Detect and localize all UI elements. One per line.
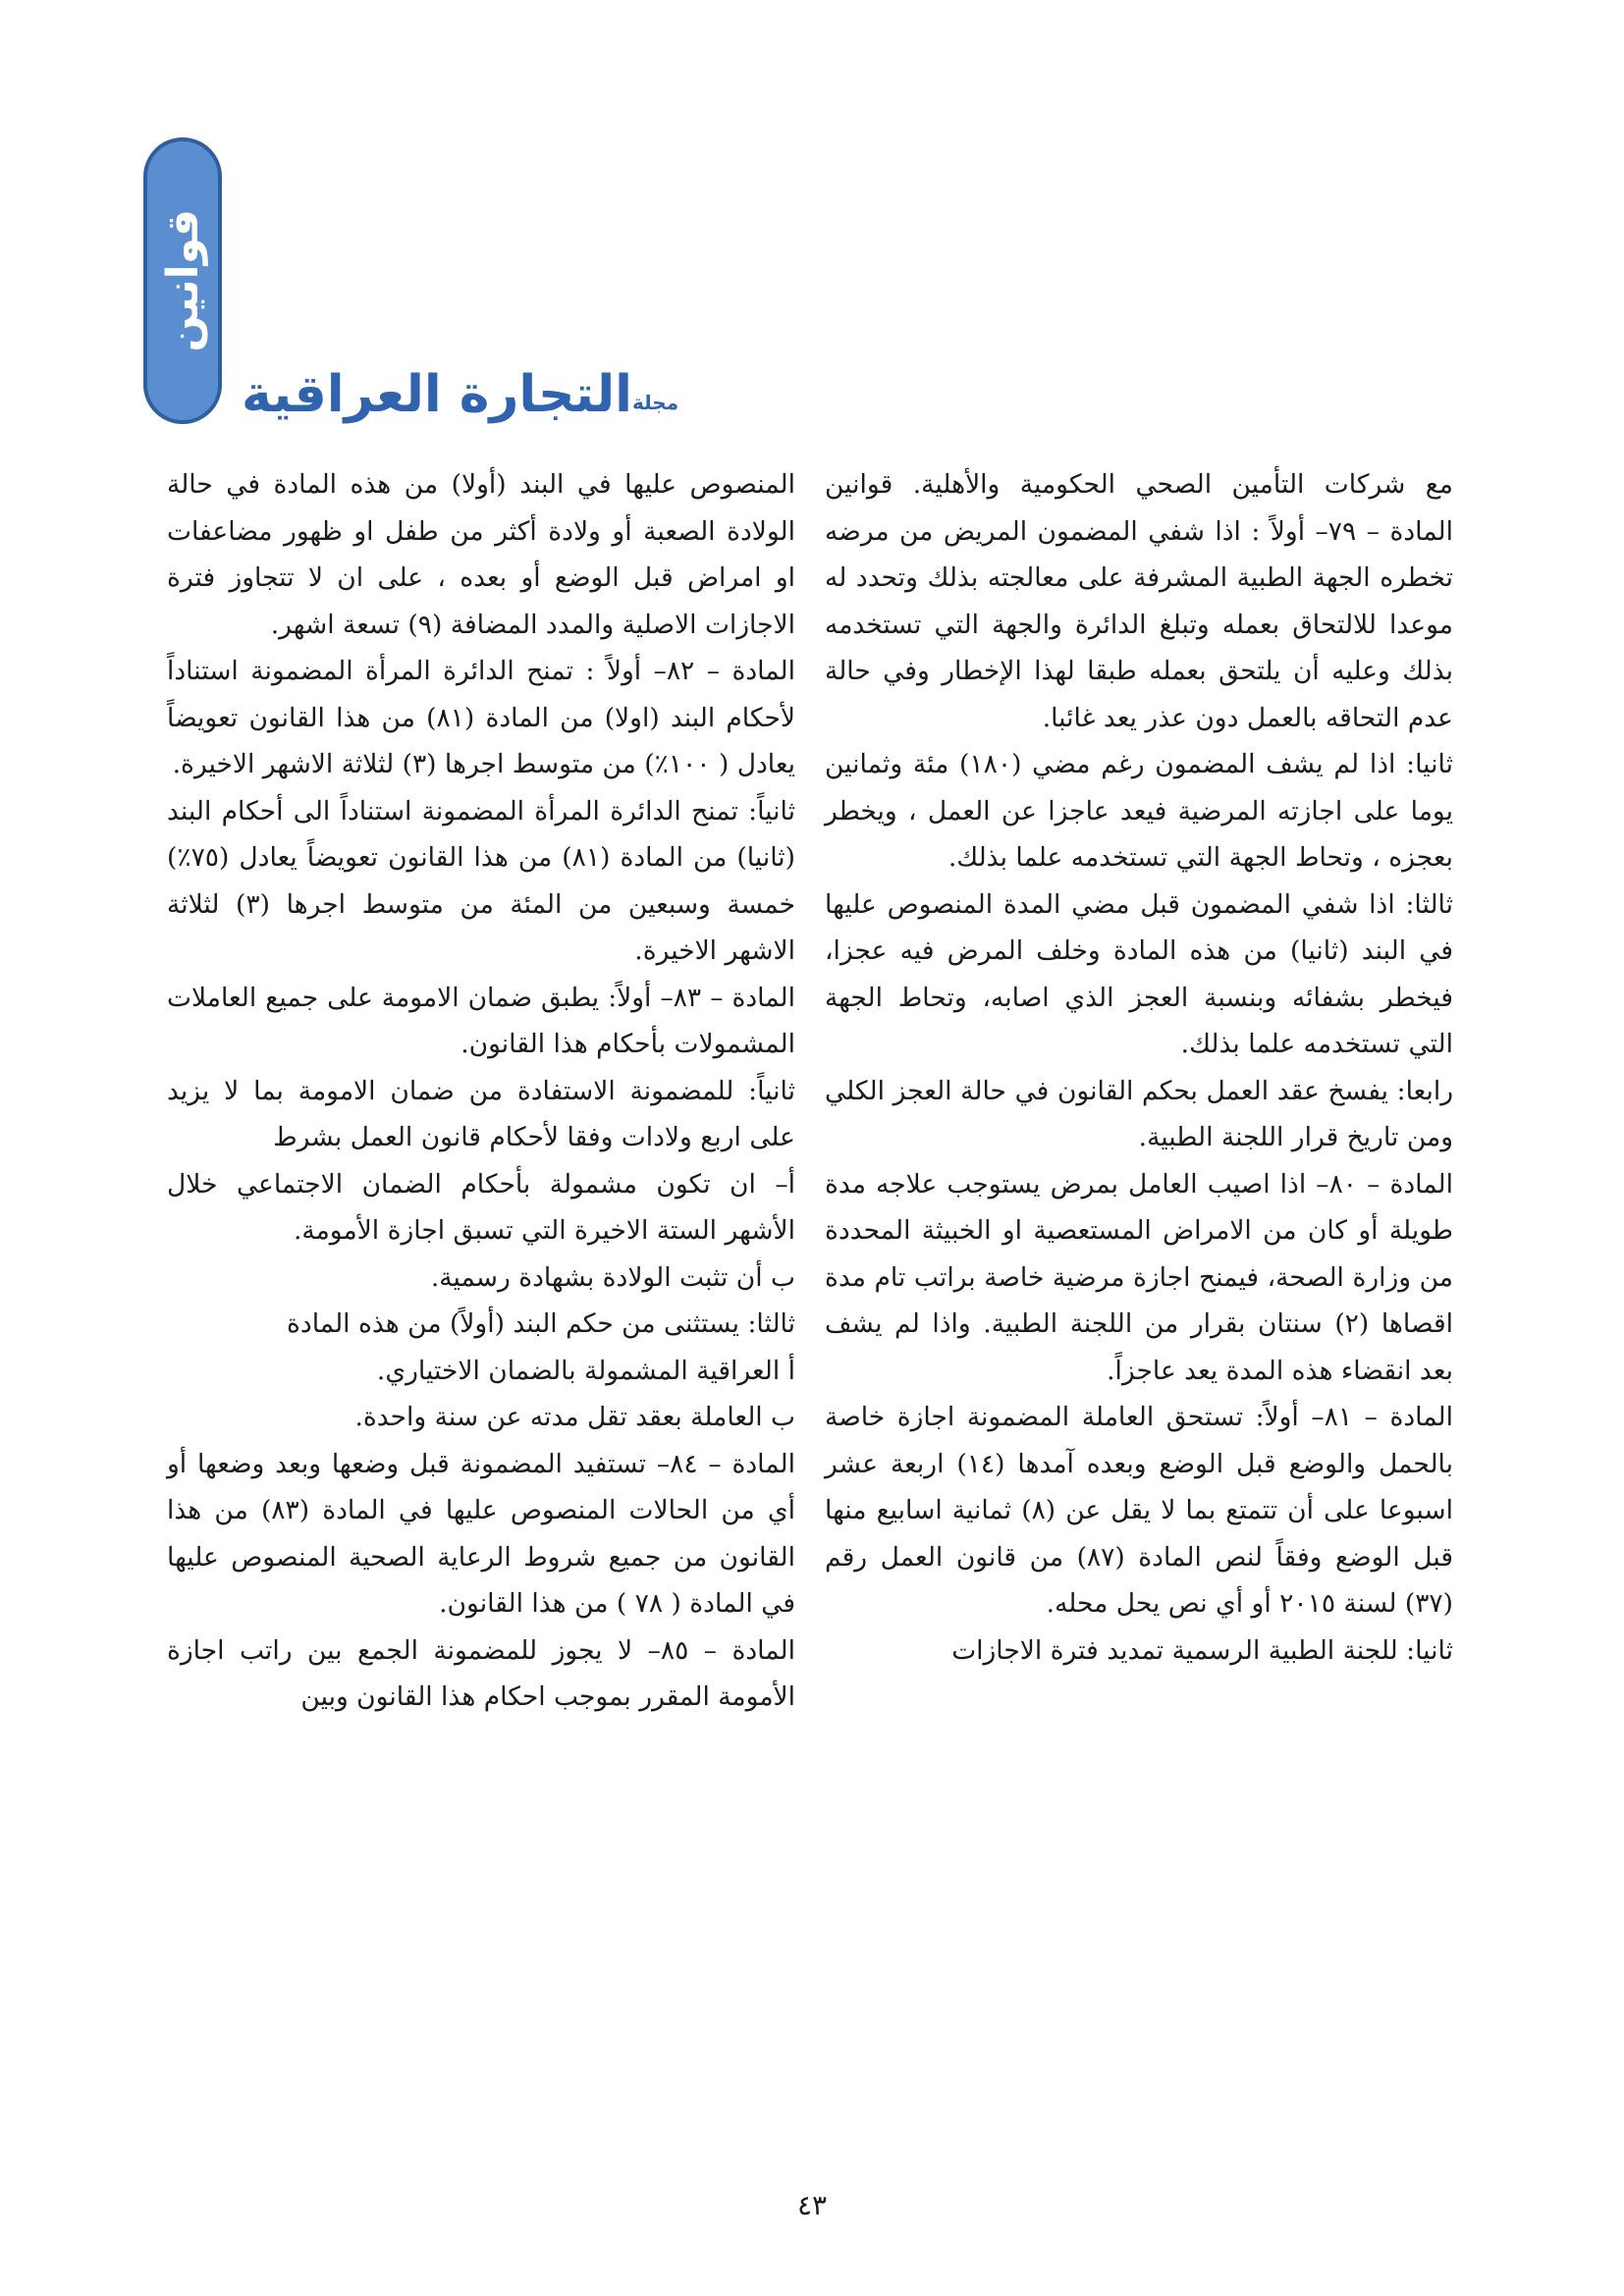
paragraph: أ العراقية المشمولة بالضمان الاختياري.: [376, 1355, 795, 1386]
paragraph: أ– ان تكون مشمولة بأحكام الضمان الاجتماعي خلال الأشهر الستة الاخيرة التي تسبق اجازة الأمومة.: [167, 1168, 795, 1246]
paragraph: ب العاملة بعقد تقل مدته عن سنة واحدة.: [354, 1402, 795, 1432]
paragraph: ثالثا: اذا شفي المضمون قبل مضي المدة المنصوص عليها في البند (ثانيا) من هذه المادة وخلف المرض فيه عجزا، فيخطر بشفائه وبنسبة العجز الذي اصابه، وتحاط الجهة التي تستخدمه علما بذلك.: [825, 888, 1453, 1059]
paragraph: ثانياً: للمضمونة الاستفادة من ضمان الامومة بما لا يزيد على اربع ولادات وفقا لأحكام قانون العمل بشرط: [167, 1075, 795, 1152]
paragraph: رابعا: يفسخ عقد العمل بحكم القانون في حالة العجز الكلي ومن تاريخ قرار اللجنة الطبية.: [825, 1075, 1453, 1152]
magazine-logo-title: التجارة العراقية: [242, 365, 632, 424]
paragraph: مع شركات التأمين الصحي الحكومية والأهلية. قوانين المادة – ٧٩– أولاً : اذا شفي المضمون المريض من مرضه تخطره الجهة الطبية المشرفة على معالجته بذلك وتحدد له موعدا للالتحاق بعمله وتبلغ الدائرة والجهة التي تستخدمه بذلك وعليه أن يلتحق بعمله طبقا لهذا الإخطار وفي حالة عدم التحاقه بالعمل دون عذر يعد غائبا.: [825, 469, 1453, 733]
section-tab: [143, 137, 222, 424]
paragraph: المنصوص عليها في البند (أولا) من هذه المادة في حالة الولادة الصعبة أو ولادة أكثر من طفل او ظهور مضاعفات او امراض قبل الوضع أو بعده ، على ان لا تتجاوز فترة الاجازات الاصلية والمدد المضافة (٩) تسعة اشهر.: [167, 469, 795, 640]
paragraph: ثالثا: يستثنى من حكم البند (أولاً) من هذه المادة: [287, 1308, 795, 1339]
paragraph: المادة – ٨٤– تستفيد المضمونة قبل وضعها وبعد وضعها أو أي من الحالات المنصوص عليها في المادة (٨٣) من هذا القانون من جميع شروط الرعاية الصحية المنصوص عليها في المادة ( ٧٨ ) من هذا القانون.: [167, 1448, 795, 1619]
paragraph: المادة – ٨٢– أولاً : تمنح الدائرة المرأة المضمونة استناداً لأحكام البند (اولا) من المادة (٨١) من هذا القانون تعويضاً يعادل ( ١٠٠٪) من متوسط اجرها (٣) لثلاثة الاشهر الاخيرة.: [167, 656, 795, 779]
left-column: [167, 461, 795, 1721]
paragraph: المادة – ٨٣– أولاً: يطبق ضمان الامومة على جميع العاملات المشمولات بأحكام هذا القانون.: [167, 982, 795, 1059]
page-number: ٤٣: [796, 2189, 828, 2221]
paragraph: المادة – ٨٥– لا يجوز للمضمونة الجمع بين راتب اجازة الأمومة المقرر بموجب احكام هذا القانون وبين: [167, 1634, 795, 1712]
paragraph: المادة – ٨١– أولاً: تستحق العاملة المضمونة اجازة خاصة بالحمل والوضع قبل الوضع وبعده آمدها (١٤) اربعة عشر اسبوعا على أن تتمتع بما لا يقل عن (٨) ثمانية اسابيع منها قبل الوضع وفقاً لنص المادة (٨٧) من قانون العمل رقم (٣٧) لسنة ٢٠١٥ أو أي نص يحل محله.: [825, 1402, 1453, 1619]
magazine-logo: [242, 346, 684, 424]
paragraph: ثانيا: للجنة الطبية الرسمية تمديد فترة الاجازات: [951, 1634, 1453, 1666]
paragraph: المادة – ٨٠– اذا اصيب العامل بمرض يستوجب علاجه مدة طويلة أو كان من الامراض المستعصية او الخبيثة المحددة من وزارة الصحة، فيمنح اجازة مرضية خاصة براتب تام مدة اقصاها (٢) سنتان بقرار من اللجنة الطبية. واذا لم يشف بعد انقضاء هذه المدة يعد عاجزاً.: [825, 1168, 1453, 1386]
paragraph: ثانيا: اذا لم يشف المضمون رغم مضي (١٨٠) مئة وثمانين يوما على اجازته المرضية فيعد عاجزا عن العمل ، ويخطر بعجزه ، وتحاط الجهة التي تستخدمه علما بذلك.: [825, 749, 1453, 873]
magazine-logo-prefix: مجلة: [632, 391, 679, 414]
section-tab-label: قوانين: [157, 209, 208, 352]
paragraph: ثانياً: تمنح الدائرة المرأة المضمونة استناداً الى أحكام البند (ثانيا) من المادة (٨١) من هذا القانون تعويضاً يعادل (٧٥٪) خمسة وسبعين من المئة من متوسط اجرها (٣) لثلاثة الاشهر الاخيرة.: [167, 795, 795, 966]
right-column: [825, 461, 1453, 1674]
paragraph: ب أن تثبت الولادة بشهادة رسمية.: [430, 1261, 795, 1293]
